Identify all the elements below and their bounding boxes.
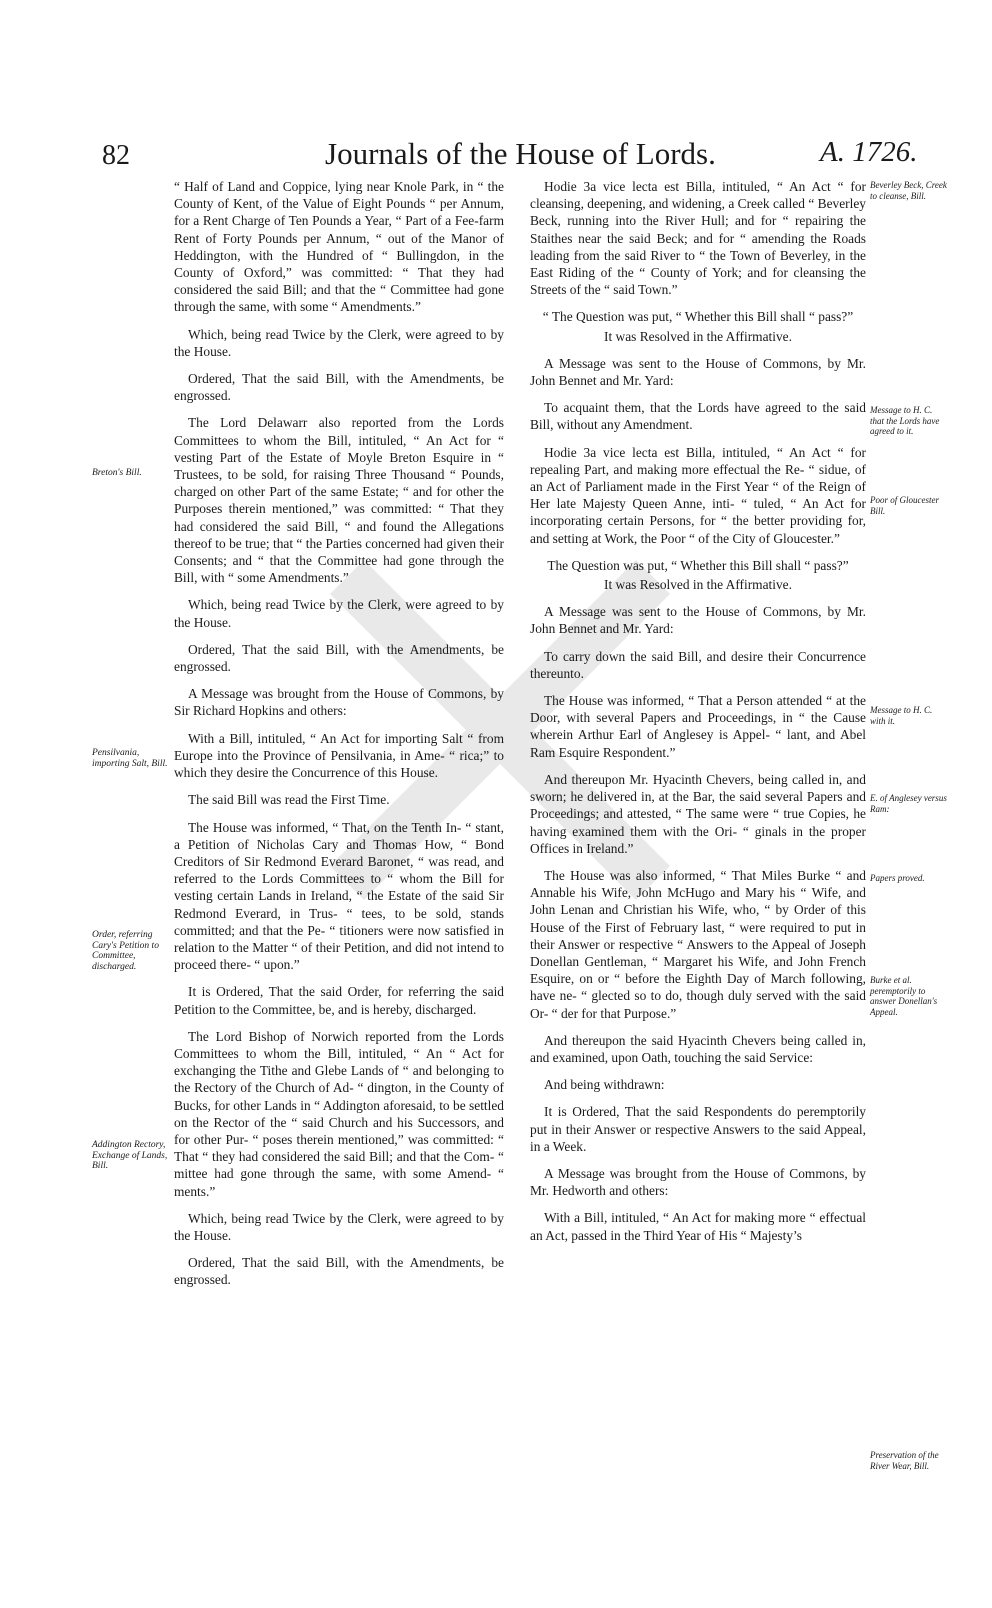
- left-column: [174, 178, 504, 1299]
- paragraph: With a Bill, intituled, “ An Act for importing Salt “ from Europe into the Province of Pensilvania, in Ame- “ rica;” to which they desire the Concurrence of this House.: [174, 730, 504, 781]
- right-column: [530, 178, 866, 1254]
- margin-note: Message to H. C. with it.: [870, 705, 933, 726]
- paragraph: The House was informed, “ That, on the Tenth In- “ stant, a Petition of Nicholas Cary and Thomas How, “ Bond Creditors of Sir Redmond Everard Baronet, “ was read, and referred to the Lords Committees to “ whom the Bill for vesting certain Lands in Ireland, “ the Estate of the said Sir Redmond Everard, in Trus- “ tees, to be sold, stands committed; and that the Pe- “ titioners were now satisfied in relation to the Matter “ of their Petition, and did not intend to proceed there- “ upon.”: [174, 819, 504, 973]
- paragraph: A Message was brought from the House of Commons, by Sir Richard Hopkins and others:: [174, 686, 504, 719]
- margin-note: Breton's Bill.: [92, 468, 142, 478]
- paragraph: Ordered, That the said Bill, with the Amendments, be engrossed.: [174, 641, 504, 675]
- paragraph: Ordered, That the said Bill, with the Amendments, be engrossed.: [174, 1255, 504, 1288]
- margin-note: Preservation of the River Wear, Bill.: [870, 1450, 939, 1471]
- paragraph: To carry down the said Bill, and desire their Concurrence thereunto.: [530, 648, 866, 681]
- paragraph: Hodie 3a vice lecta est Billa, intituled, “ An Act “ for repealing Part, and making more effectual the Re- “ sidue, of an Act of Parliament made in the First Year “ of the Reign of Her late Majesty Queen Anne, inti- “ tuled, “ An Act for incorporating certain Persons, for “ the better providing for, and setting at Work, the Poor “ of the City of Gloucester.”: [530, 444, 866, 546]
- paragraph: It is Ordered, That the said Respondents do peremptorily put in their Answer or respective Answers to the said Appeal, in a Week.: [530, 1104, 866, 1154]
- paragraph: A Message was brought from the House of Commons, by Mr. Hedworth and others:: [530, 1165, 866, 1199]
- paragraph: The House was also informed, “ That Miles Burke “ and Annable his Wife, John McHugo and Mary his “ Wife, and John Lenan and Christian his Wife, who, “ by Order of this House of the First of February last, “ were required to put in their Answer or respective “ Answers to the Appeal of Joseph Donellan Gentleman, “ Margaret his Wife, and John French Esquire, on or “ before the Eighth Day of March following, have ne- “ glected so to do, though duly served with the said Or- “ der for that Purpose.”: [530, 867, 866, 1021]
- margin-note: Beverley Beck, Creek to cleanse, Bill.: [870, 180, 947, 201]
- page-year: A. 1726.: [820, 136, 918, 168]
- paragraph: Which, being read Twice by the Clerk, were agreed to by the House.: [174, 597, 504, 630]
- margin-note: Burke et al. peremptorily to answer Donellan's Appeal.: [870, 975, 938, 1017]
- paragraph: “ Half of Land and Coppice, lying near Knole Park, in “ the County of Kent, of the Value of Eight Pounds “ per Annum, for a Rent Charge of Ten Pounds a Year, “ Part of a Fee-farm Rent of Forty Pounds per Annum, “ out of the Manor of Heddington, with the Hundred of “ Bullingdon, in the County of Oxford,” was committed: “ That they had considered the said Bill; and that the “ Committee had gone through the same, with some “ Amendments.”: [174, 179, 504, 315]
- paragraph: The Question was put, “ Whether this Bill shall “ pass?”: [547, 557, 849, 573]
- margin-note: Addington Rectory, Exchange of Lands, Bill.: [92, 1140, 168, 1171]
- margin-note: Papers proved.: [870, 873, 925, 883]
- paragraph: Ordered, That the said Bill, with the Amendments, be engrossed.: [174, 371, 504, 404]
- margin-note: Message to H. C. that the Lords have agreed to it.: [870, 405, 940, 436]
- paragraph: And being withdrawn:: [544, 1077, 665, 1093]
- paragraph: It was Resolved in the Affirmative.: [604, 577, 792, 593]
- page-number: 82: [102, 140, 130, 171]
- page-title: Journals of the House of Lords.: [325, 136, 716, 171]
- paragraph: The Lord Delawarr also reported from the Lords Committees to whom the Bill, intituled, “ An Act for “ vesting Part of the Estate of Moyle Breton Esquire in “ Trustees, to be sold, for raising Three Thousand “ Pounds, charged on other Part of the same Estate; “ and for other the Purposes therein mentioned,” was committed: “ That they had considered the said Bill, “ and found the Allegations thereof to be true; that “ the Parties concerned had given their Consents; and “ that the Committee had gone through the Bill, with “ some Amendments.”: [174, 415, 504, 586]
- paragraph: Which, being read Twice by the Clerk, were agreed to by the House.: [174, 1210, 504, 1243]
- paragraph: To acquaint them, that the Lords have agreed to the said Bill, without any Amendment.: [530, 400, 866, 433]
- paragraph: Hodie 3a vice lecta est Billa, intituled, “ An Act “ for cleansing, deepening, and widening, a Creek called “ Beverley Beck, running into the River Hull; and for “ repairing the Staithes near the said Beck; and for “ amending the Roads leading from the said River to “ the Town of Beverley, in the East Riding of the “ County of York; and for cleansing the Streets of the “ said Town.”: [530, 179, 866, 298]
- paragraph: With a Bill, intituled, “ An Act for making more “ effectual an Act, passed in the Third Year of His “ Majesty’s: [530, 1210, 866, 1243]
- margin-note: Poor of Gloucester Bill.: [870, 495, 939, 516]
- paragraph: The Lord Bishop of Norwich reported from the Lords Committees to whom the Bill, intituled, “ An “ Act for exchanging the Tithe and Glebe Lands of “ and belonging to the Rectory of the Church of Ad- “ dington, in the County of Bucks, for other Lands in “ Addington aforesaid, to be settled on the Rector of the “ said Church and his Successors, and for other Pur- “ poses therein mentioned,” was committed: “ That “ they had considered the said Bill; and that the Com- “ mittee had gone through the same, with some Amend- “ ments.”: [174, 1028, 504, 1199]
- margin-note: E. of Anglesey versus Ram:: [870, 793, 947, 814]
- paragraph: A Message was sent to the House of Commons, by Mr. John Bennet and Mr. Yard:: [530, 604, 866, 637]
- margin-note: Order, referring Cary's Petition to Committee, discharged.: [92, 930, 159, 972]
- paragraph: The House was informed, “ That a Person attended “ at the Door, with several Papers and Proceedings, in “ the Cause wherein Arthur Earl of Anglesey is Appel- “ lant, and Abel Ram Esquire Respondent.”: [530, 693, 866, 760]
- paragraph: It was Resolved in the Affirmative.: [604, 328, 792, 344]
- paragraph: And thereupon Mr. Hyacinth Chevers, being called in, and sworn; he delivered in, at the Bar, the said several Papers and Proceedings; and attested, “ The same were “ true Copies, he having examined them with the Ori- “ ginals in the proper Offices in Ireland.”: [530, 771, 866, 856]
- paragraph: A Message was sent to the House of Commons, by Mr. John Bennet and Mr. Yard:: [530, 355, 866, 389]
- paragraph: Which, being read Twice by the Clerk, were agreed to by the House.: [174, 326, 504, 359]
- paragraph: The said Bill was read the First Time.: [188, 792, 390, 808]
- paragraph: And thereupon the said Hyacinth Chevers being called in, and examined, upon Oath, touching the said Service:: [530, 1032, 866, 1065]
- paragraph: It is Ordered, That the said Order, for referring the said Petition to the Committee, be, and is hereby, discharged.: [174, 984, 504, 1017]
- margin-note: Pensilvania, importing Salt, Bill.: [92, 748, 168, 769]
- paragraph: “ The Question was put, “ Whether this Bill shall “ pass?”: [542, 309, 854, 325]
